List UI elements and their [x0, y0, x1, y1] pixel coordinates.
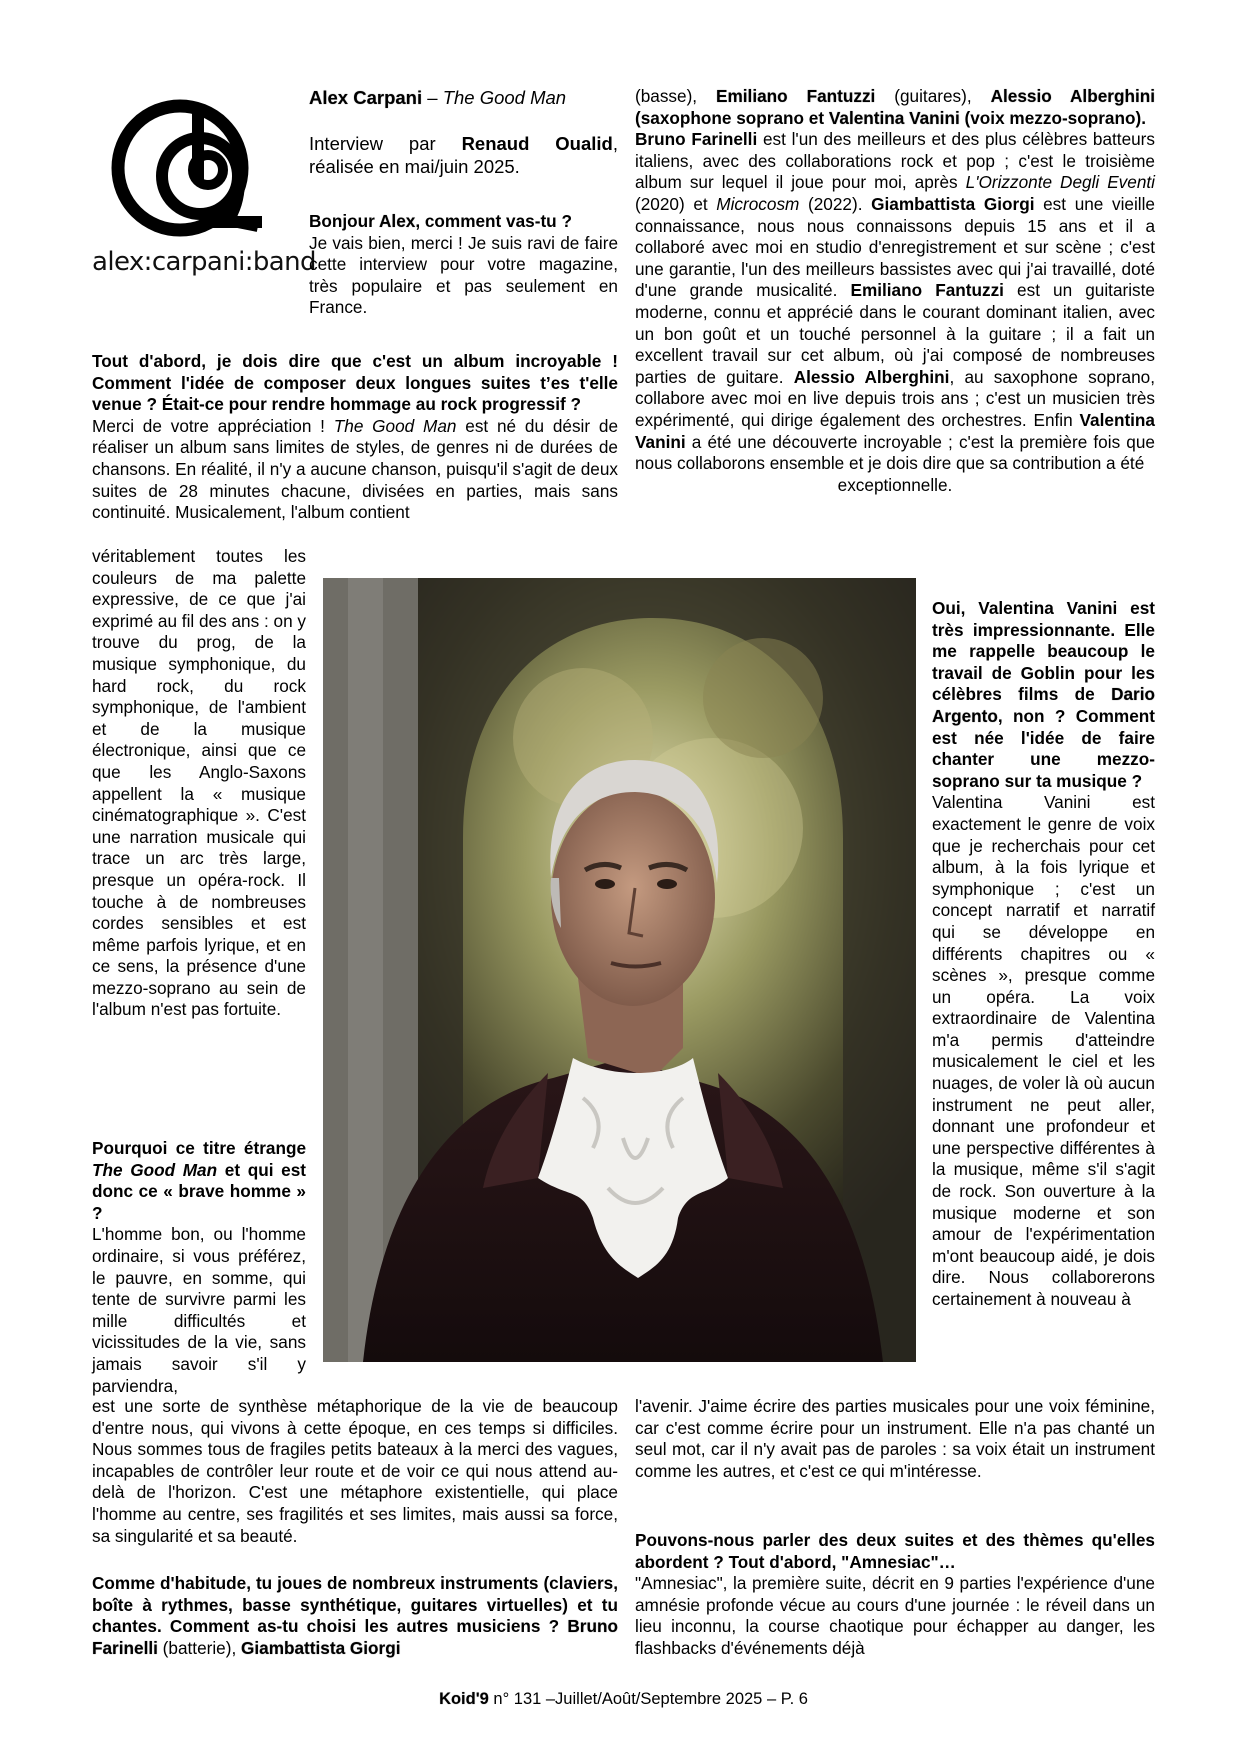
question-3: Pourquoi ce titre étrange The Good Man et qui est donc ce « brave homme » ? [92, 1138, 306, 1223]
q2-block [92, 351, 618, 524]
page-footer [0, 1689, 1247, 1711]
q1-block [309, 211, 618, 319]
artist-name: Alex Carpani [309, 87, 423, 108]
interviewer-name: Renaud Oualid [461, 133, 613, 154]
answer-5-wrap: Valentina Vanini est exactement le genre de voix que je recherchais pour cet album, à la fois lyrique et symphonique ; c'est un concept narratif et narratif qui se développe en différents chapitres ou « scènes », presque comme un opéra. La voix extraordinaire de Valentina m'a permis d'atteindre musicalement le ciel et les nuages, de voler là où aucun instrument ne peut aller, donnant une profondeur et une perspective différentes à la musique, même s'il s'agit de rock. Son ouverture à la musique moderne et son amour de l'expérimentation m'ont beaucoup aidé, je dois dire. Nous collaborerons certainement à nouveau à [932, 792, 1155, 1309]
answer-4-last: exceptionnelle. [837, 474, 953, 495]
interview-credit: Interview par Renaud Oualid, réalisée en mai/juin 2025. [309, 133, 618, 177]
question-6: Pouvons-nous parler des deux suites et des thèmes qu'elles abordent ? Tout d'abord, "Amnesiac"… [635, 1530, 1155, 1572]
q5-block [932, 598, 1155, 1311]
answer-1: Je vais bien, merci ! Je suis ravi de faire cette interview pour votre magazine, très populaire et pas seulement en France. [309, 232, 618, 318]
title-dash: – [422, 87, 443, 108]
answer-3-full: est une sorte de synthèse métaphorique de la vie de beaucoup d'entre nous, qui vivons à cette époque, en ces temps si difficiles. Nous sommes tous de fragiles petits bateaux à la merci des vagues, incapables de contrôler leur route et de voir ce qui nous attend au-delà de l'horizon. C'est une métaphore existentielle, qui place l'homme au centre, ses fragilités et ses limites, mais aussi sa force, sa singularité et sa beauté. [92, 1396, 618, 1546]
right-column-top [635, 86, 1155, 496]
answer-5-full: l'avenir. J'aime écrire des parties musicales pour une voix féminine, car c'est comme écrire pour un instrument. Elle n'a pas chanté un seul mot, car il n'y avait pas de paroles : sa voix était un instrument comme les autres, et c'est ce qui m'intéresse. [635, 1396, 1155, 1481]
answer-2-intro: Merci de votre appréciation ! The Good Man est né du désir de réaliser un album sans limites de styles, de genres ni de durées de chansons. En réalité, il n'y a aucune chanson, puisqu'il s'agit de deux suites de 28 minutes chacune, divisées en parties, mais sans continuité. Musicalement, l'album contient [92, 415, 618, 523]
answer-2-wrap: véritablement toutes les couleurs de ma palette expressive, de ce que j'ai exprimé au fil des ans : on y trouve du prog, de la musique symphonique, du hard rock, du rock symphonique, de l'ambient et de la musique électronique, ainsi que ce que les Anglo-Saxons appellent la « musique cinématographique ». C'est une narration musicale qui trace un arc très large, presque un opéra-rock. Il touche à de nombreuses cordes sensibles et est même parfois lyrique, et en ce sens, la présence d'une mezzo-soprano au sein de l'album n'est pas fortuite. [92, 546, 306, 1020]
answer-6: "Amnesiac", la première suite, décrit en 9 parties l'expérience d'une amnésie profonde vécue au cours d'une journée : le réveil dans un lieu inconnu, la course chaotique pour échapper au danger, les flashbacks d'événements déjà [635, 1573, 1155, 1658]
logo-wordmark: alex:carpani:band [92, 247, 316, 277]
q3-block [92, 1138, 306, 1397]
magazine-brand: Koid'9 [439, 1690, 489, 1708]
question-1: Bonjour Alex, comment vas-tu ? [309, 211, 572, 231]
article-header [309, 86, 618, 200]
answer-4: Bruno Farinelli est l'un des meilleurs et des plus célèbres batteurs italiens, avec des collaborations rock et pop ; c'est le troisième album sur lequel il joue pour moi, après L'Orizzonte Degli Eventi (2020) et Microcosm (2022). Giambattista Giorgi est une vieille connaissance, nous nous connaissons depuis 15 ans et il a collaboré avec moi en studio d'enregistrement et sur scène ; c'est une garantie, l'un des meilleurs bassistes avec qui j'ai travaillé, doté d'une grande musicalité. Emiliano Fantuzzi est un guitariste moderne, connu et apprécié dans le courant dominant italien, avec un bon goût et un touché personnel à la guitare ; il a fait un excellent travail sur cet album, où j'ai composé de nombreuses parties de guitare. Alessio Alberghini, au saxophone soprano, collabore avec moi en live depuis trois ans ; c'est un musicien très expérimenté, qui dirige également des orchestres. Enfin Valentina Vanini a été une découverte incroyable ; c'est la première fois que nous collaborons ensemble et je dois dire que sa contribution a été [635, 129, 1156, 474]
question-4-end: (basse), Emiliano Fantuzzi (guitares), Alessio Alberghini (saxophone soprano et Valentina Vanini (voix mezzo-soprano). [635, 86, 1155, 128]
question-4-start: Comme d'habitude, tu joues de nombreux instruments (claviers, boîte à rythmes, basse synthétique, guitares virtuelles) et tu chantes. Comment as-tu choisi les autres musiciens ? Bruno Farinelli (batterie), Giambattista Giorgi [92, 1573, 618, 1658]
question-2: Tout d'abord, je dois dire que c'est un album incroyable ! Comment l'idée de composer deux longues suites t’es t'elle venue ? Était-ce pour rendre hommage au rock progressif ? [92, 351, 618, 415]
answer-3-wrap: L'homme bon, ou l'homme ordinaire, si vous préférez, le pauvre, en somme, qui tente de survivre parmi les mille difficultés et vicissitudes de la vie, sans jamais savoir s'il y parviendra, [92, 1224, 306, 1396]
question-5: Oui, Valentina Vanini est très impressionnante. Elle me rappelle beaucoup le travail de Goblin pour les célèbres films de Dario Argento, non ? Comment est née l'idée de faire chanter une mezzo-soprano sur ta musique ? [932, 598, 1155, 791]
portrait-photo [323, 578, 916, 1362]
q6-block [635, 1530, 1155, 1660]
album-title: The Good Man [442, 87, 567, 108]
footer-issue: n° 131 –Juillet/Août/Septembre 2025 – P. 6 [488, 1690, 808, 1708]
